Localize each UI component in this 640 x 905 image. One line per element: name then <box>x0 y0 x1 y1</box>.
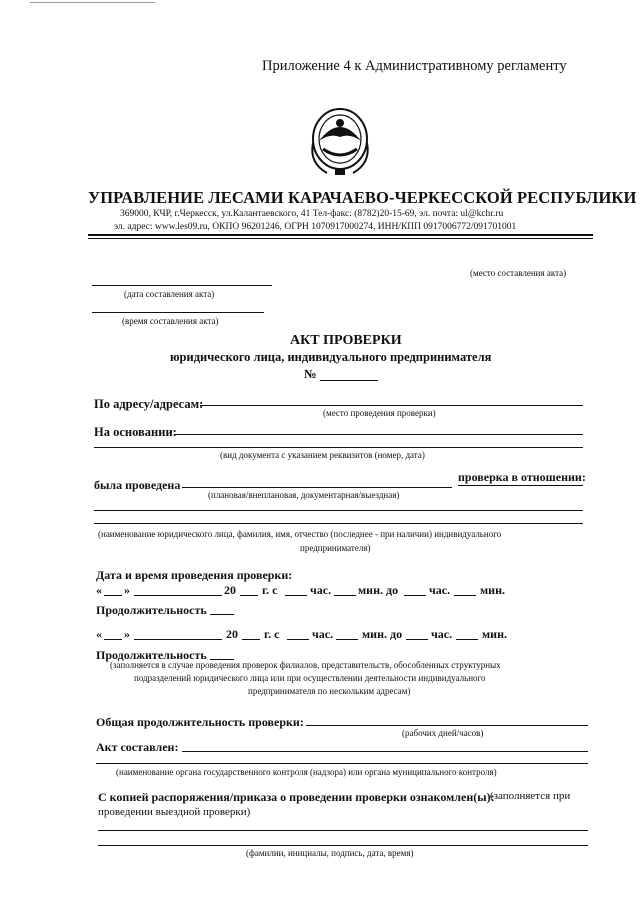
time-field-line[interactable] <box>92 312 264 313</box>
dt1-min-field[interactable] <box>334 595 356 596</box>
dt1-min: мин. <box>480 583 506 597</box>
dt2-min-to: мин. до <box>362 627 403 641</box>
date-caption: (дата составления акта) <box>124 289 215 299</box>
address-label: По адресу/адресам: <box>94 397 204 411</box>
dt2-year-suffix: г. с <box>264 627 280 641</box>
entity-caption-2: предпринимателя) <box>300 543 371 553</box>
dt1-quote-open: « <box>96 583 102 597</box>
dt1-min-to: мин. до <box>358 583 399 597</box>
dt2-year: 20 <box>226 627 238 641</box>
duration-note-1: (заполняется в случае проведения проверок филиалов, представительств, обособленных структурных <box>110 660 501 670</box>
basis-field-line-2[interactable] <box>94 447 583 448</box>
coat-of-arms-emblem <box>305 103 375 181</box>
basis-caption: (вид документа с указанием реквизитов (номер, дата) <box>220 450 425 460</box>
basis-label: На основании: <box>94 425 177 439</box>
place-caption: (место составления акта) <box>470 268 567 278</box>
organization-name: УПРАВЛЕНИЕ ЛЕСАМИ КАРАЧАЕВО-ЧЕРКЕССКОЙ РЕСПУБЛИКИ <box>88 188 637 207</box>
dt1-year: 20 <box>224 583 236 597</box>
entity-field-line-1[interactable] <box>94 510 583 511</box>
drawn-up-field-2[interactable] <box>96 763 588 764</box>
dt2-month-field[interactable] <box>134 639 222 640</box>
basis-field-line[interactable] <box>174 434 583 435</box>
acknowledgement-note-2: проведении выездной проверки) <box>98 806 251 818</box>
acknowledgement-label: С копией распоряжения/приказа о проведении проверки ознакомлен(ы): <box>98 790 495 804</box>
signature-caption: (фамилии, инициалы, подпись, дата, время) <box>246 848 414 858</box>
total-duration-field[interactable] <box>306 725 588 726</box>
total-duration-label: Общая продолжительность проверки: <box>96 715 304 729</box>
duration-note-2: подразделений юридического лица или при осуществлении деятельности индивидуального <box>134 673 486 683</box>
dt2-hour2-field[interactable] <box>406 639 428 640</box>
dt1-year-field[interactable] <box>240 595 258 596</box>
drawn-up-field[interactable] <box>182 751 588 752</box>
organization-contacts: эл. адрес: www.les09.ru, ОКПО 96201246, ОГРН 1070917000274, ИНН/КПП 0917006772/091701001 <box>114 222 517 232</box>
dt2-quote-close: » <box>124 627 130 641</box>
datetime-label: Дата и время проведения проверки: <box>96 568 293 582</box>
duration-note-3: предпринимателя по нескольким адресам) <box>248 686 411 696</box>
dt2-hour2: час. <box>431 627 453 641</box>
dt1-hour: час. <box>310 583 332 597</box>
check-type-field-line[interactable] <box>182 487 452 488</box>
appendix-note: Приложение 4 к Административному регламенту <box>262 58 567 74</box>
address-field-line[interactable] <box>200 405 583 406</box>
duration2-label: Продолжительность <box>96 648 207 662</box>
acknowledgement-note-1: (заполняется при <box>490 790 571 802</box>
time-caption: (время составления акта) <box>122 316 219 326</box>
dt1-year-suffix: г. с <box>262 583 278 597</box>
dt2-quote-open: « <box>96 627 102 641</box>
dt1-quote-close: » <box>124 583 130 597</box>
dt1-min2-field[interactable] <box>454 595 476 596</box>
drawn-up-caption: (наименование органа государственного контроля (надзора) или органа муниципального контроля) <box>116 767 497 777</box>
header-rule-thick <box>88 234 593 236</box>
dt2-min: мин. <box>482 627 508 641</box>
dt1-month-field[interactable] <box>134 595 222 596</box>
dt1-hour2-field[interactable] <box>404 595 426 596</box>
dt2-hour: час. <box>312 627 334 641</box>
dt2-year-field[interactable] <box>242 639 260 640</box>
dt2-min2-field[interactable] <box>456 639 478 640</box>
date-field-line[interactable] <box>92 285 272 286</box>
dt1-day-field[interactable] <box>104 595 122 596</box>
dt1-hour2: час. <box>429 583 451 597</box>
duration-label: Продолжительность <box>96 603 207 617</box>
acknowledgement-field-1[interactable] <box>98 830 588 831</box>
address-caption: (место проведения проверки) <box>323 408 436 418</box>
dt1-hour-field[interactable] <box>285 595 307 596</box>
dt2-hour-field[interactable] <box>287 639 309 640</box>
dt2-min-field[interactable] <box>336 639 358 640</box>
entity-caption-1: (наименование юридического лица, фамилия, имя, отчество (последнее - при наличии) индивидуального <box>98 529 502 539</box>
total-duration-caption: (рабочих дней/часов) <box>402 728 484 738</box>
top-edge-rule <box>30 2 155 3</box>
organization-address: 369000, КЧР, г.Черкесск, ул.Калантаевского, 41 Тел-факс: (8782)20-15-69, эл. почта: ul@kchr.ru <box>120 209 504 219</box>
dt2-day-field[interactable] <box>104 639 122 640</box>
drawn-up-label: Акт составлен: <box>96 740 179 754</box>
check-type-caption: (плановая/внеплановая, документарная/выездная) <box>208 490 400 500</box>
header-rule-thin <box>88 238 593 239</box>
conducted-label: была проведена <box>94 478 181 492</box>
act-subtitle: юридического лица, индивидуального предпринимателя <box>170 350 492 364</box>
acknowledgement-field-2[interactable] <box>98 845 588 846</box>
regarding-label: проверка в отношении: <box>458 470 586 484</box>
act-number-field-line[interactable] <box>320 380 378 381</box>
regarding-field-line[interactable] <box>458 485 583 486</box>
act-title: АКТ ПРОВЕРКИ <box>290 333 402 348</box>
entity-field-line-2[interactable] <box>94 523 583 524</box>
act-number-label: № <box>304 367 317 381</box>
duration-field[interactable] <box>210 614 234 615</box>
